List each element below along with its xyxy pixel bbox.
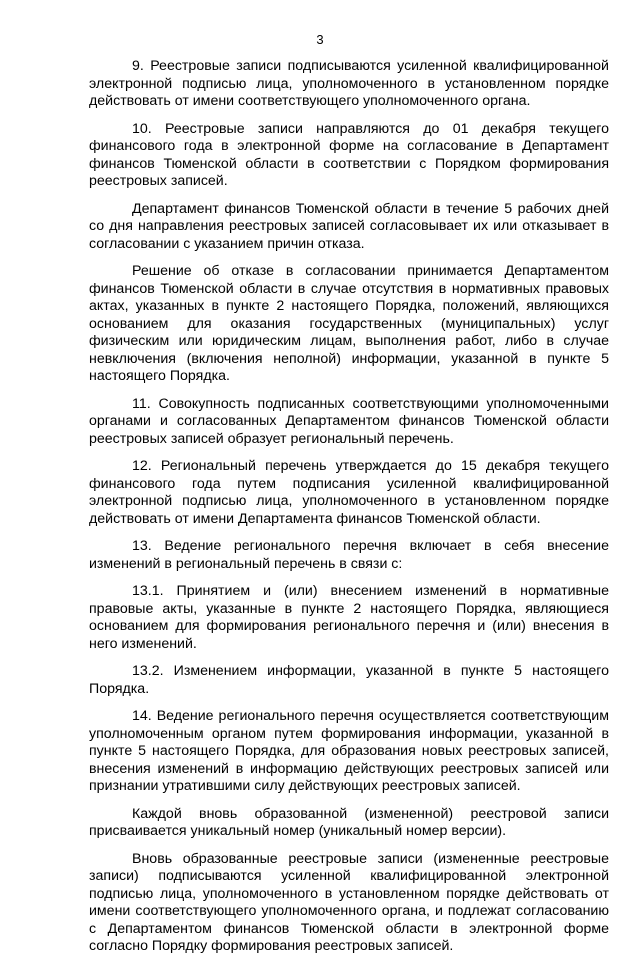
paragraph-10-approval-term: Департамент финансов Тюменской области в течение 5 рабочих дней со дня направления реестровых записей согласовывает их или отказывает в согласовании с указанием причин отказа. [89, 200, 609, 252]
paragraph-12: 12. Региональный перечень утверждается до 15 декабря текущего финансового года путем подписания усиленной квалифицированной электронной подписью лица, уполномоченного в установленном порядке действовать от имени Департамента финансов Тюменской области. [89, 458, 609, 527]
paragraph-14-unique-number: Каждой вновь образованной (измененной) реестровой записи присваивается уникальный номер (уникальный номер версии). [89, 805, 609, 839]
paragraph-14-signing: Вновь образованные реестровые записи (измененные реестровые записи) подписываются усиленной квалифицированной электронной подписью лица, уполномоченного в установленном порядке действовать от имени соответствующего уполномоченного органа, и подлежат согласованию с Департаментом финансов Тюменской области в электронной форме согласно Порядку формирования реестровых записей. [89, 850, 609, 954]
paragraph-14: 14. Ведение регионального перечня осуществляется соответствующим уполномоченным органом путем формирования информации, указанной в пункте 5 настоящего Порядка, для образования новых реестровых записей, внесения изменений в информацию действующих реестровых записей или признании утратившими силу действующих реестровых записей. [89, 708, 609, 794]
paragraph-13-1: 13.1. Принятием и (или) внесением изменений в нормативные правовые акты, указанные в пункте 2 настоящего Порядка, являющиеся основанием для формирования регионального перечня и (или) внесения в него изменений. [89, 583, 609, 652]
paragraph-10-refusal-grounds: Решение об отказе в согласовании принимается Департаментом финансов Тюменской области в случае отсутствия в нормативных правовых актах, указанных в пункте 2 настоящего Порядка, положений, являющихся основанием для оказания государственных (муниципальных) услуг физическим или юридическим лицам, выполнения работ, либо в случае невключения (включения неполной) информации, указанной в пункте 5 настоящего Порядка. [89, 263, 609, 384]
page-number: 3 [316, 32, 324, 47]
paragraph-13: 13. Ведение регионального перечня включает в себя внесение изменений в региональный перечень в связи с: [89, 538, 609, 572]
paragraph-9: 9. Реестровые записи подписываются усиленной квалифицированной электронной подписью лица, уполномоченного в установленном порядке действовать от имени соответствующего уполномоченного органа. [89, 58, 609, 109]
document-body [89, 58, 609, 966]
paragraph-10: 10. Реестровые записи направляются до 01 декабря текущего финансового года в электронной форме на согласование в Департамент финансов Тюменской области в соответствии с Порядком формирования реестровых записей. [89, 120, 609, 189]
paragraph-11: 11. Совокупность подписанных соответствующими уполномоченными органами и согласованных Департаментом финансов Тюменской области реестровых записей образует региональный перечень. [89, 395, 609, 447]
paragraph-13-2: 13.2. Изменением информации, указанной в пункте 5 настоящего Порядка. [89, 663, 609, 697]
